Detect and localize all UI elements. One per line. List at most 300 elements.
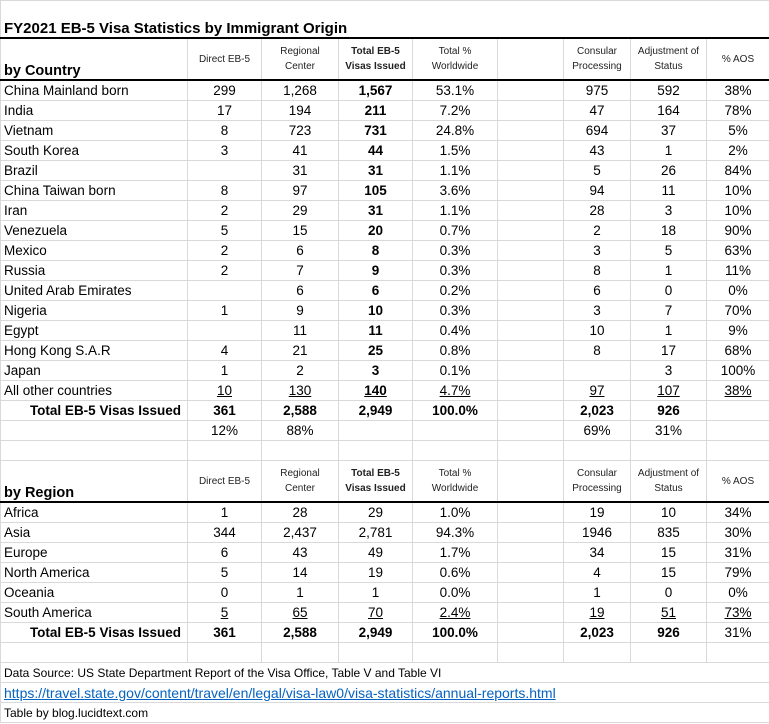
- cell-text: Total EB-5 Visas Issued: [345, 46, 406, 72]
- cell: [631, 241, 707, 261]
- cell: [498, 221, 564, 241]
- cell: [413, 502, 498, 523]
- cell-text: 1: [220, 505, 229, 520]
- empty-cell: [564, 441, 631, 461]
- cell: [498, 361, 564, 381]
- cell: [564, 241, 631, 261]
- cell: [262, 361, 339, 381]
- cell: [707, 101, 769, 121]
- cell-text: 26: [660, 163, 677, 178]
- empty-cell: [631, 643, 707, 663]
- share-cell: [262, 421, 339, 441]
- total-cell: [262, 623, 339, 643]
- total-cell: [188, 401, 262, 421]
- cell-text: Table by blog.lucidtext.com: [4, 705, 149, 720]
- cell-text: Vietnam: [4, 123, 54, 138]
- data-row: [1, 241, 769, 261]
- cell: [564, 583, 631, 603]
- total-cell: [498, 401, 564, 421]
- cell: [564, 603, 631, 623]
- cell-text: 107: [657, 383, 680, 398]
- cell: [413, 181, 498, 201]
- cell: [339, 543, 413, 563]
- cell: [339, 502, 413, 523]
- cell-text: 21: [292, 343, 308, 358]
- cell-text: by Region: [4, 485, 75, 501]
- cell-text: 12%: [210, 423, 239, 438]
- cell-text: 34: [589, 545, 605, 560]
- cell: [564, 121, 631, 141]
- cell: [413, 201, 498, 221]
- cell: [498, 241, 564, 261]
- data-row: [1, 261, 769, 281]
- cell: [564, 301, 631, 321]
- cell: [188, 502, 262, 523]
- cell-text: 1.5%: [439, 143, 471, 158]
- cell-text: 0.3%: [439, 263, 471, 278]
- cell-text: 6: [296, 283, 304, 298]
- cell: [564, 341, 631, 361]
- cell: [631, 80, 707, 101]
- cell-text: 5: [593, 163, 601, 178]
- cell-text: Nigeria: [4, 303, 47, 318]
- cell-text: Europe: [4, 545, 48, 560]
- cell-text: by Country: [4, 63, 81, 79]
- cell: [631, 543, 707, 563]
- cell-text: 19: [589, 505, 605, 520]
- link-cell: [1, 683, 769, 703]
- cell: [413, 603, 498, 623]
- cell-text: 0.3%: [439, 243, 471, 258]
- cell-text: Total EB-5 Visas Issued: [345, 468, 406, 494]
- cell: [564, 181, 631, 201]
- cell: [631, 583, 707, 603]
- source-row: [1, 663, 769, 683]
- cell: [707, 361, 769, 381]
- cell-text: 6: [220, 545, 229, 560]
- row-label: [1, 603, 188, 623]
- empty-cell: [262, 643, 339, 663]
- cell: [631, 603, 707, 623]
- cell-text: 0: [664, 283, 673, 298]
- empty-cell: [564, 643, 631, 663]
- cell-text: 299: [213, 83, 236, 98]
- cell-text: 0: [664, 585, 673, 600]
- cell-text: 20: [367, 223, 384, 238]
- cell: [631, 201, 707, 221]
- cell: [707, 121, 769, 141]
- cell-text: Consular Processing: [572, 468, 622, 494]
- cell: [413, 381, 498, 401]
- data-row: [1, 221, 769, 241]
- column-header: [413, 38, 498, 80]
- cell: [262, 261, 339, 281]
- total-cell: [339, 623, 413, 643]
- cell: [631, 141, 707, 161]
- cell-text: 8: [593, 343, 601, 358]
- cell: [564, 361, 631, 381]
- row-label: [1, 563, 188, 583]
- cell: [498, 583, 564, 603]
- cell-text: 3.6%: [439, 183, 471, 198]
- cell-text: Total % Worldwide: [431, 46, 479, 72]
- cell-text: Direct EB-5: [198, 53, 251, 65]
- cell: [498, 121, 564, 141]
- column-header: [188, 461, 262, 503]
- cell-text: 10: [367, 303, 384, 318]
- cell-text: Total EB-5 Visas Issued: [29, 625, 181, 640]
- cell-text: 835: [657, 525, 680, 540]
- cell: [564, 261, 631, 281]
- cell-text: 926: [657, 403, 680, 418]
- cell-text: 100.0%: [432, 625, 478, 640]
- cell: [262, 603, 339, 623]
- cell-text: 49: [367, 545, 384, 560]
- cell: [413, 583, 498, 603]
- cell-text: 1: [593, 585, 601, 600]
- cell-text: 211: [364, 103, 387, 118]
- cell: [339, 301, 413, 321]
- empty-cell: [707, 441, 769, 461]
- cell: [707, 563, 769, 583]
- cell: [564, 543, 631, 563]
- cell-text: 31: [367, 163, 384, 178]
- cell-text: Africa: [4, 505, 39, 520]
- cell: [188, 241, 262, 261]
- cell-text: 0.0%: [439, 585, 471, 600]
- cell: [498, 502, 564, 523]
- section-label: [1, 461, 188, 503]
- total-cell: [707, 623, 769, 643]
- cell-text: Adjustment of Status: [637, 46, 700, 72]
- cell-text: 2,437: [283, 525, 317, 540]
- data-row: [1, 361, 769, 381]
- cell-text: 43: [589, 143, 605, 158]
- total-cell: [262, 401, 339, 421]
- cell: [188, 563, 262, 583]
- cell-text: 9: [296, 303, 304, 318]
- empty-cell: [498, 643, 564, 663]
- cell-text: 164: [657, 103, 680, 118]
- cell: [707, 523, 769, 543]
- cell: [188, 583, 262, 603]
- cell-text: 0.7%: [439, 223, 471, 238]
- data-row: [1, 341, 769, 361]
- cell: [498, 321, 564, 341]
- cell: [413, 141, 498, 161]
- cell: [707, 261, 769, 281]
- cell-text: 3: [593, 303, 601, 318]
- cell-text: 1.1%: [439, 203, 471, 218]
- share-row: [1, 421, 769, 441]
- column-header: [564, 461, 631, 503]
- data-row: [1, 502, 769, 523]
- cell: [498, 341, 564, 361]
- cell-text: 17: [660, 343, 677, 358]
- cell: [339, 523, 413, 543]
- cell: [262, 381, 339, 401]
- cell-text: 2,781: [358, 525, 393, 540]
- cell-text: United Arab Emirates: [4, 283, 132, 298]
- cell: [498, 201, 564, 221]
- cell: [413, 121, 498, 141]
- cell-text: 10%: [724, 203, 752, 218]
- cell: [631, 563, 707, 583]
- cell: [188, 261, 262, 281]
- cell-text: 100%: [720, 363, 756, 378]
- share-cell: [339, 421, 413, 441]
- share-cell: [413, 421, 498, 441]
- cell: [413, 101, 498, 121]
- cell-text: 194: [288, 103, 312, 118]
- section-label: [1, 38, 188, 80]
- cell: [498, 181, 564, 201]
- cell: [188, 543, 262, 563]
- cell: [498, 523, 564, 543]
- cell-text: 65: [292, 605, 308, 620]
- cell-text: Brazil: [4, 163, 38, 178]
- cell: [262, 301, 339, 321]
- cell-text: Direct EB-5: [198, 475, 251, 487]
- cell: [339, 281, 413, 301]
- share-cell: [498, 421, 564, 441]
- cell-text: 78%: [724, 103, 752, 118]
- column-header: [413, 461, 498, 503]
- cell-text: 73%: [724, 605, 752, 620]
- cell: [413, 543, 498, 563]
- cell: [564, 381, 631, 401]
- row-label: [1, 281, 188, 301]
- cell-text: 63%: [724, 243, 752, 258]
- cell: [631, 381, 707, 401]
- cell: [262, 241, 339, 261]
- column-header: [707, 461, 769, 503]
- cell-text: 31%: [724, 545, 752, 560]
- cell: [498, 603, 564, 623]
- cell-text: 19: [367, 565, 384, 580]
- cell-text: Iran: [4, 203, 28, 218]
- data-source-note: [1, 663, 769, 683]
- cell: [188, 201, 262, 221]
- cell-text: 18: [660, 223, 677, 238]
- cell-text: 9%: [728, 323, 748, 338]
- column-header: [262, 38, 339, 80]
- cell-text: 51: [660, 605, 677, 620]
- cell-text: 3: [593, 243, 601, 258]
- region-header-row: [1, 461, 769, 503]
- cell: [188, 301, 262, 321]
- cell-text: 0: [220, 585, 229, 600]
- cell-text: 723: [288, 123, 312, 138]
- cell-text: India: [4, 103, 34, 118]
- cell-text: China Taiwan born: [4, 183, 116, 198]
- cell-text: 592: [657, 83, 680, 98]
- cell-text: Regional Center: [280, 468, 320, 494]
- cell: [262, 281, 339, 301]
- cell-text: 28: [589, 203, 605, 218]
- cell-text: 97: [292, 183, 308, 198]
- cell: [339, 101, 413, 121]
- cell-text: 31%: [724, 625, 752, 640]
- cell-text: 4.7%: [439, 383, 471, 398]
- cell-text: 6: [296, 243, 304, 258]
- cell: [498, 301, 564, 321]
- cell: [564, 221, 631, 241]
- cell: [564, 563, 631, 583]
- cell-text: 11: [292, 323, 307, 338]
- cell: [188, 361, 262, 381]
- cell-text: Adjustment of Status: [637, 468, 700, 494]
- cell-text: 2: [220, 203, 229, 218]
- cell-text: 1: [664, 263, 673, 278]
- source-link[interactable]: https://travel.state.gov/content/travel/en/legal/visa-law0/visa-statistics/annual-reports.html: [4, 684, 556, 701]
- cell-text: Total % Worldwide: [431, 468, 479, 494]
- cell: [188, 341, 262, 361]
- cell: [413, 361, 498, 381]
- cell-text: 2: [593, 223, 601, 238]
- cell-text: 94: [589, 183, 605, 198]
- cell: [707, 381, 769, 401]
- cell-text: Regional Center: [280, 46, 320, 72]
- cell: [631, 261, 707, 281]
- row-label: [1, 381, 188, 401]
- cell: [339, 141, 413, 161]
- row-label: [1, 80, 188, 101]
- blank-row: [1, 643, 769, 663]
- cell-text: Mexico: [4, 243, 47, 258]
- cell: [564, 80, 631, 101]
- cell: [707, 321, 769, 341]
- cell-text: 2%: [728, 143, 748, 158]
- cell-text: 7.2%: [439, 103, 471, 118]
- cell-text: Data Source: US State Department Report of the Visa Office, Table V and Table VI: [4, 665, 442, 680]
- cell-text: 3: [664, 203, 673, 218]
- cell-text: % AOS: [721, 53, 755, 65]
- cell-text: % AOS: [721, 475, 755, 487]
- cell: [188, 101, 262, 121]
- cell: [631, 101, 707, 121]
- cell-text: 975: [585, 83, 609, 98]
- cell-text: FY2021 EB-5 Visa Statistics by Immigrant Origin: [4, 20, 348, 37]
- cell: [707, 181, 769, 201]
- cell: [707, 281, 769, 301]
- row-label: [1, 181, 188, 201]
- total-cell: [564, 623, 631, 643]
- cell-text: Oceania: [4, 585, 55, 600]
- cell: [188, 603, 262, 623]
- cell-text: South America: [4, 605, 92, 620]
- cell: [707, 341, 769, 361]
- cell: [707, 583, 769, 603]
- cell-text: 1.1%: [439, 163, 471, 178]
- column-header: [631, 461, 707, 503]
- cell-text: 0.4%: [439, 323, 471, 338]
- data-row: [1, 281, 769, 301]
- cell: [188, 121, 262, 141]
- credit-row: [1, 703, 769, 723]
- column-header: [339, 461, 413, 503]
- row-label: [1, 543, 188, 563]
- cell: [707, 502, 769, 523]
- data-row: [1, 161, 769, 181]
- row-label: [1, 502, 188, 523]
- cell: [564, 161, 631, 181]
- column-header: [631, 38, 707, 80]
- cell-text: 0.6%: [439, 565, 471, 580]
- cell-text: 15: [660, 545, 677, 560]
- total-row: [1, 623, 769, 643]
- cell-text: 31: [292, 163, 308, 178]
- cell-text: 79%: [724, 565, 752, 580]
- cell: [339, 161, 413, 181]
- cell: [413, 80, 498, 101]
- cell-text: 2,588: [283, 625, 317, 640]
- cell: [631, 321, 707, 341]
- cell-text: 8: [371, 243, 380, 258]
- data-row: [1, 121, 769, 141]
- cell: [413, 261, 498, 281]
- row-label: [1, 221, 188, 241]
- cell-text: 10: [660, 505, 677, 520]
- cell-text: 7: [296, 263, 304, 278]
- cell: [631, 161, 707, 181]
- cell: [339, 321, 413, 341]
- cell-text: 47: [589, 103, 605, 118]
- row-label: [1, 161, 188, 181]
- cell: [707, 301, 769, 321]
- share-cell: [631, 421, 707, 441]
- cell-text: 731: [364, 123, 387, 138]
- cell-text: 11: [661, 183, 676, 198]
- cell-text: 2,949: [358, 403, 393, 418]
- cell: [707, 241, 769, 261]
- cell: [707, 80, 769, 101]
- cell-text: 30%: [724, 525, 752, 540]
- credit-note: [1, 703, 769, 723]
- row-label: [1, 241, 188, 261]
- cell-text: 7: [664, 303, 673, 318]
- cell: [339, 221, 413, 241]
- row-label: [1, 583, 188, 603]
- column-header: [339, 38, 413, 80]
- cell: [339, 261, 413, 281]
- cell: [262, 181, 339, 201]
- empty-cell: [1, 441, 188, 461]
- cell: [413, 523, 498, 543]
- cell: [339, 121, 413, 141]
- cell-text: 2: [220, 263, 229, 278]
- cell: [707, 141, 769, 161]
- cell-text: 94.3%: [435, 525, 475, 540]
- link-row: [1, 683, 769, 703]
- data-row: [1, 201, 769, 221]
- data-row: [1, 583, 769, 603]
- cell-text: 11%: [725, 263, 752, 278]
- column-header: [188, 38, 262, 80]
- row-label: [1, 301, 188, 321]
- row-label: [1, 321, 188, 341]
- cell-text: 926: [657, 625, 680, 640]
- cell: [498, 381, 564, 401]
- cell-text: 5%: [728, 123, 748, 138]
- row-label: [1, 141, 188, 161]
- share-cell: [707, 421, 769, 441]
- cell: [339, 381, 413, 401]
- cell: [631, 121, 707, 141]
- cell-text: 0.1%: [439, 363, 471, 378]
- cell: [188, 80, 262, 101]
- total-row: [1, 401, 769, 421]
